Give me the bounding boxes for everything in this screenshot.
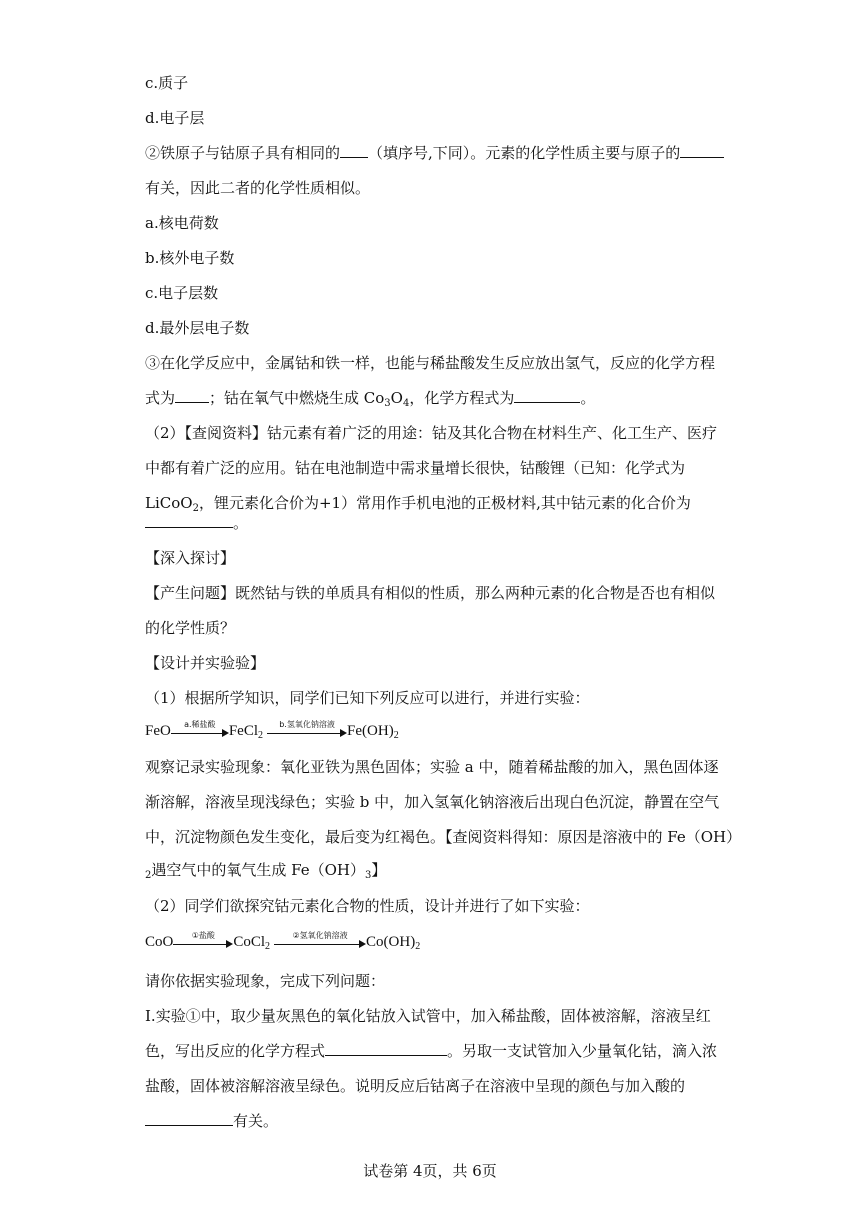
answer-blank (680, 143, 724, 158)
option-c-proton: c.质子 (145, 74, 189, 92)
iron-reaction-scheme: FeO a.稀盐酸 FeCl$_2$ b.氢氧化钠溶液 $Fe(OH)_2$ (145, 719, 399, 741)
part-i-line-4: 有关。 (145, 1111, 278, 1131)
question-3-line-2: 式为 ；钴在氧气中燃烧生成 $Co_3O_4$，化学方程式为 。 (145, 389, 596, 409)
reaction-arrow: a.稀盐酸 (171, 722, 229, 742)
instruction-line: 请你依据实验现象，完成下列问题： (145, 972, 386, 990)
answer-blank (514, 388, 580, 403)
question-3-line-1: ③在化学反应中，金属钴和铁一样，也能与稀盐酸发生反应放出氢气，反应的化学方程 (145, 354, 716, 372)
part-i-line-1: I.实验①中，取少量灰黑色的氧化钴放入试管中，加入稀盐酸，固体被溶解，溶液呈红 (145, 1007, 711, 1025)
option-b-electrons: b.核外电子数 (145, 249, 235, 267)
answer-blank (325, 1041, 447, 1056)
part-i-line-3: 盐酸，固体被溶解溶液呈绿色。说明反应后钴离子在溶液中呈现的颜色与加入酸的 (145, 1077, 686, 1095)
reaction-arrow: b.氢氧化钠溶液 (267, 722, 347, 742)
option-d-outer-electrons: d.最外层电子数 (145, 319, 250, 337)
experiment-1-intro: （1）根据所学知识，同学们已知下列反应可以进行，并进行实验： (145, 689, 590, 707)
lookup-info-line-2: 中都有着广泛的应用。钴在电池制造中需求量增长很快，钴酸锂（已知：化学式为 (145, 459, 686, 477)
lookup-info-line-3: LiCoO$_2$，锂元素化合价为+1）常用作手机电池的正极材料,其中钴元素的化合价为 (145, 494, 691, 514)
part-i-line-2: 色，写出反应的化学方程式 。另取一支试管加入少量氧化钴，滴入浓 (145, 1042, 718, 1060)
page-footer: 试卷第 4页，共 6页 (363, 1162, 497, 1180)
observation-line-3: 中，沉淀物颜色发生变化，最后变为红褐色。【查阅资料得知：原因是溶液中的 Fe（OH） (145, 828, 742, 846)
observation-line-4: $_2$遇空气中的氧气生成 $Fe(OH)_3$】 (145, 861, 387, 881)
question-2-line-1: ②铁原子与钴原子具有相同的 （填序号,下同）。元素的化学性质主要与原子的 (145, 143, 724, 163)
reaction-arrow: ①盐酸 (173, 933, 233, 953)
problem-line-1: 【产生问题】既然钴与铁的单质具有相似的性质，那么两种元素的化合物是否也有相似 (145, 584, 716, 602)
option-c-shells: c.电子层数 (145, 284, 219, 302)
answer-blank (145, 1111, 233, 1126)
lookup-info-line-4: 。 (145, 513, 248, 533)
answer-blank (145, 513, 233, 528)
cobalt-reaction-scheme: CoO ①盐酸 CoCl$_2$ ②氢氧化钠溶液 $Co(OH)_2$ (145, 930, 421, 952)
answer-blank (175, 388, 209, 403)
section-design-experiment: 【设计并实验验】 (145, 654, 266, 672)
reaction-arrow: ②氢氧化钠溶液 (274, 933, 366, 953)
observation-line-2: 渐溶解，溶液呈现浅绿色；实验 b 中，加入氢氧化钠溶液后出现白色沉淀，静置在空气 (145, 793, 720, 811)
option-d-electron-shell: d.电子层 (145, 109, 205, 127)
option-a-nuclear-charge: a.核电荷数 (145, 214, 219, 232)
observation-line-1: 观察记录实验现象：氧化亚铁为黑色固体；实验 a 中，随着稀盐酸的加入，黑色固体逐 (145, 758, 719, 776)
section-deep-inquiry: 【深入探讨】 (145, 549, 236, 567)
experiment-2-intro: （2）同学们欲探究钴元素化合物的性质，设计并进行了如下实验： (145, 897, 590, 915)
question-2-line-2: 有关，因此二者的化学性质相似。 (145, 179, 371, 197)
lookup-info-line-1: （2）【查阅资料】钴元素有着广泛的用途：钴及其化合物在材料生产、化工生产、医疗 (145, 424, 718, 442)
problem-line-2: 的化学性质？ (145, 619, 236, 637)
answer-blank (340, 143, 368, 158)
